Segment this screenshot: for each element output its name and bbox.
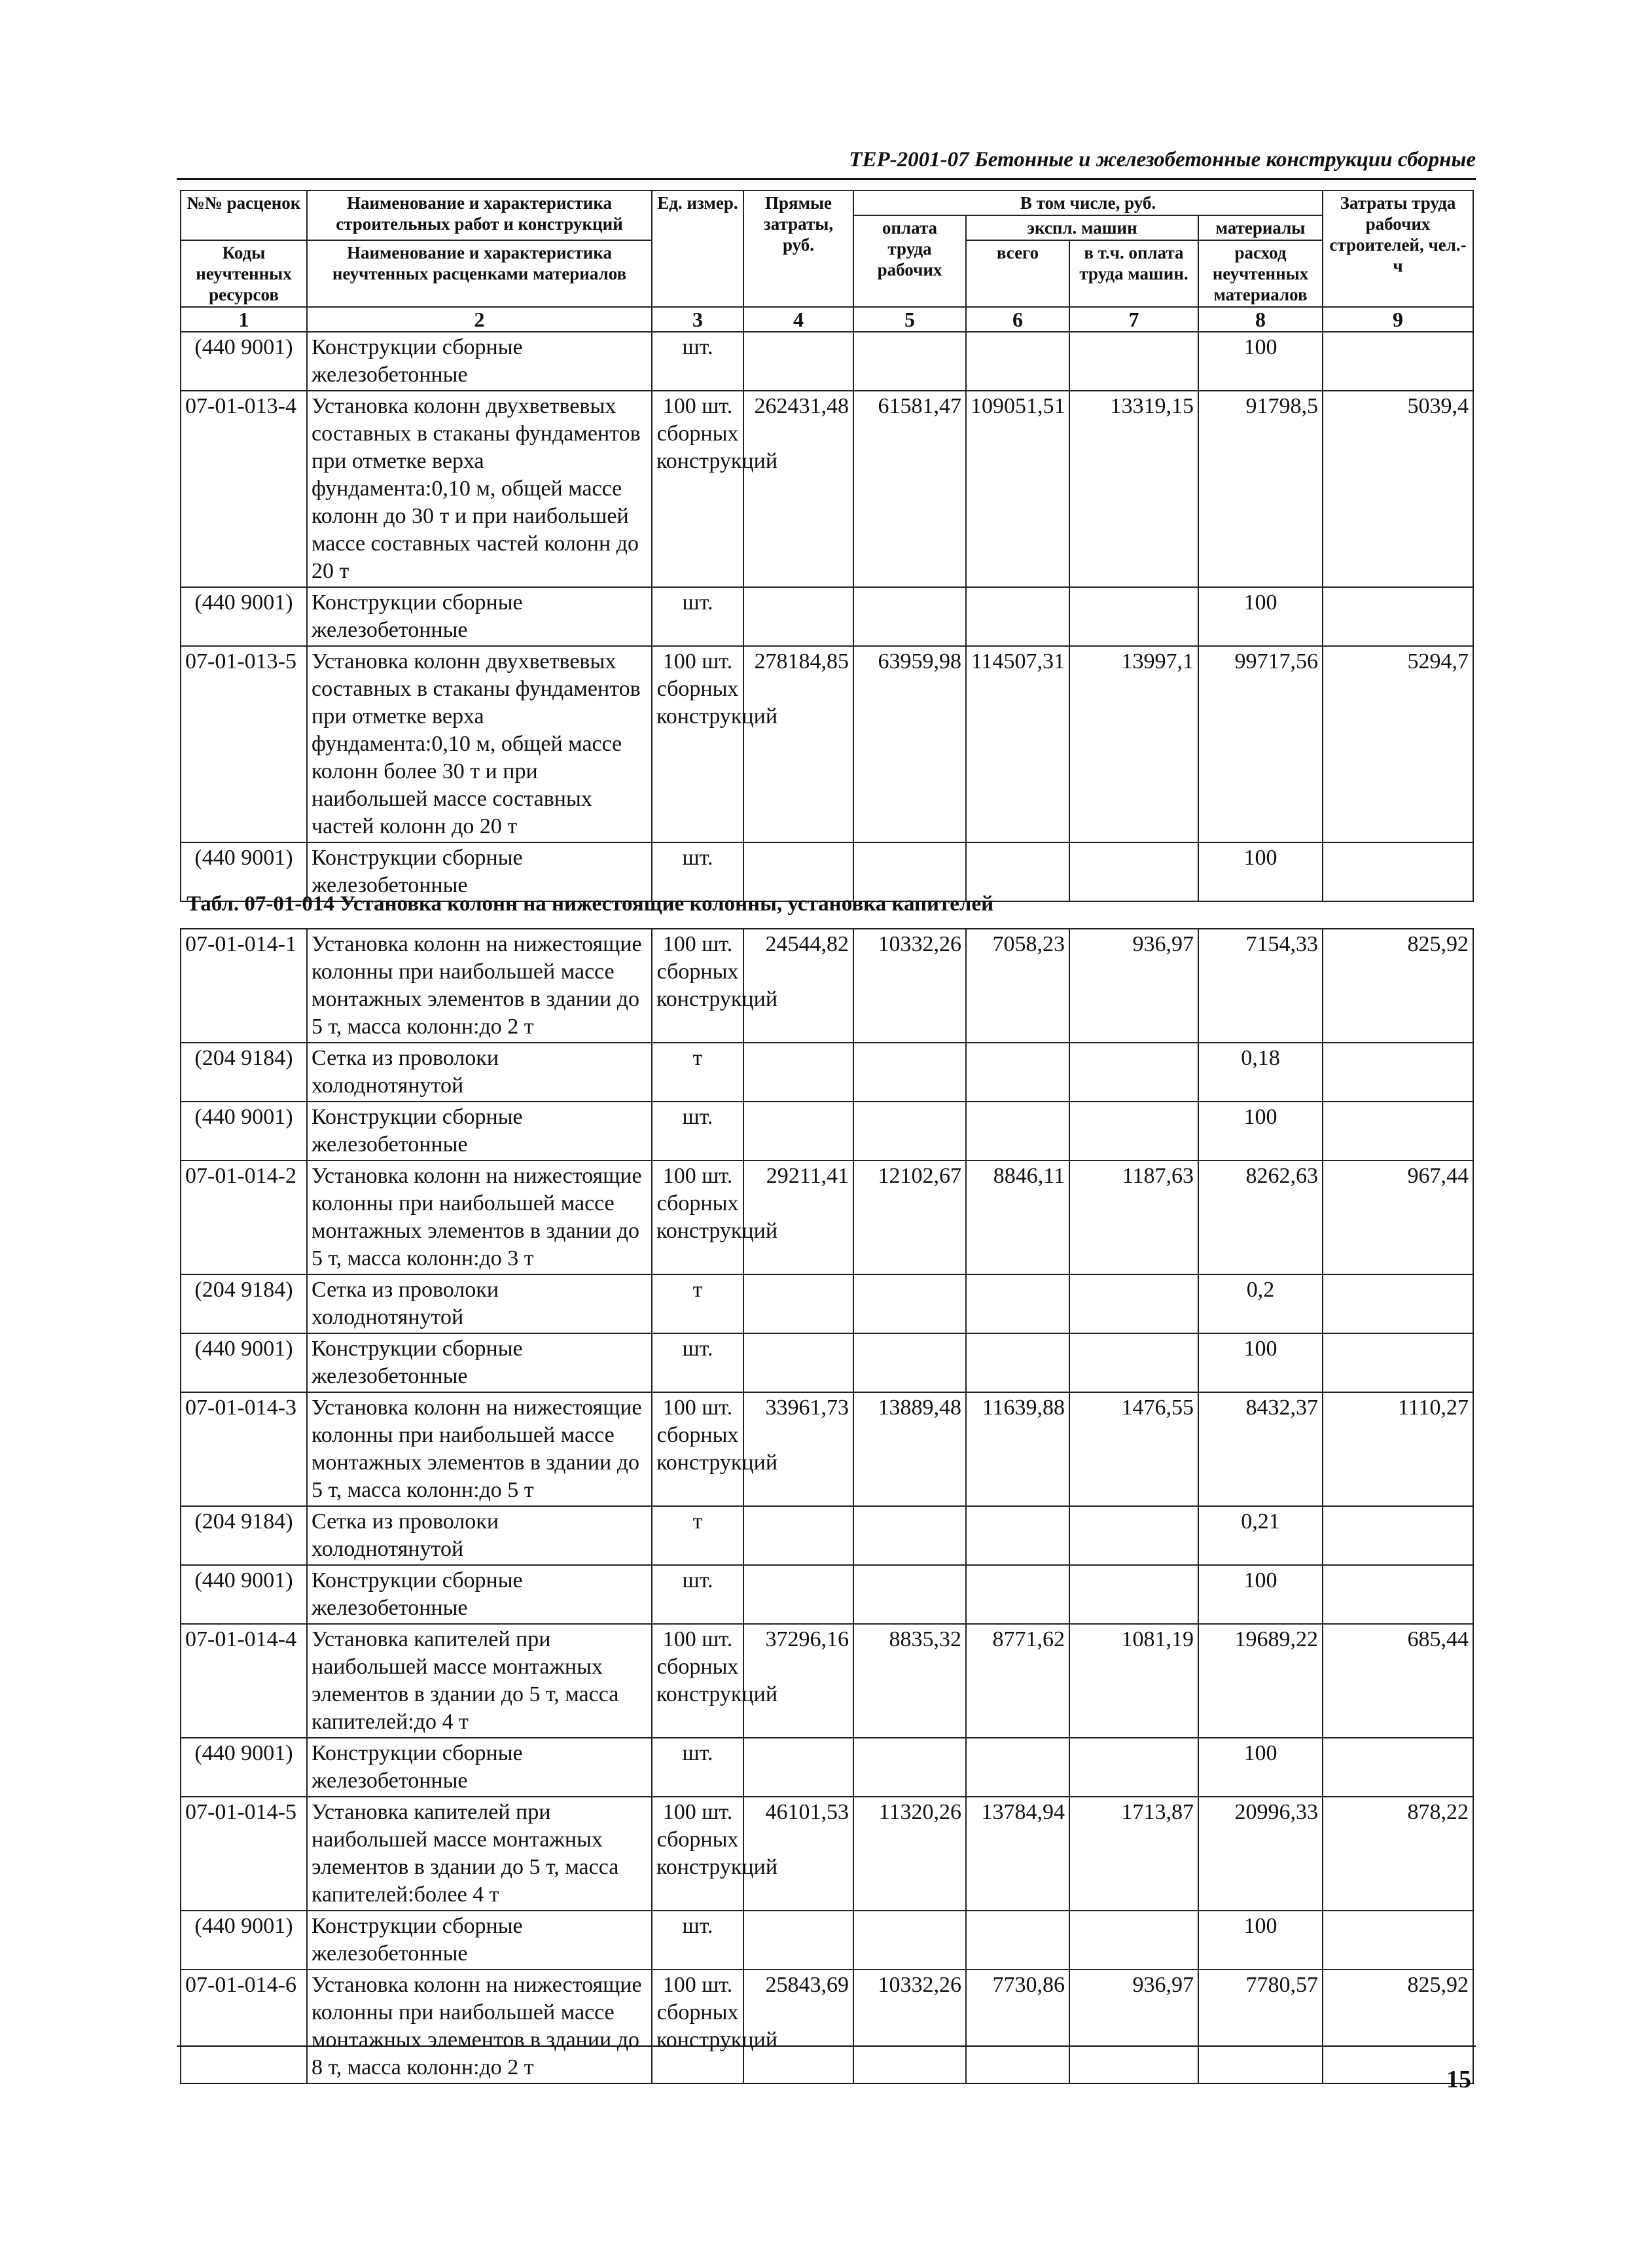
cell-machines-total — [966, 1102, 1069, 1161]
cell-worker-hours — [1323, 842, 1473, 901]
cell-machines-total — [966, 1565, 1069, 1624]
cell-materials: 100 — [1198, 1102, 1323, 1161]
cell-unit: шт. — [652, 1738, 743, 1797]
cell-machines-labor: 1081,19 — [1069, 1624, 1198, 1738]
cell-direct-costs — [743, 1102, 853, 1161]
cell-machines-total: 11639,88 — [966, 1392, 1069, 1506]
cell-labor-wage — [853, 1506, 966, 1565]
cell-labor-wage: 10332,26 — [853, 1970, 966, 2083]
header-rule — [177, 178, 1476, 180]
cell-labor-wage: 8835,32 — [853, 1624, 966, 1738]
cell-worker-hours: 1110,27 — [1323, 1392, 1473, 1506]
page-number: 15 — [1446, 2066, 1471, 2093]
cell-unit: 100 шт. сборных конструкций — [652, 1970, 743, 2083]
cell-name: Конструкции сборные железобетонные — [307, 1738, 652, 1797]
cell-machines-total: 114507,31 — [966, 646, 1069, 842]
table-row — [181, 1970, 1473, 2083]
cell-unit: т — [652, 1043, 743, 1102]
cell-code: (440 9001) — [181, 587, 307, 646]
cell-name: Установка колонн на нижестоящие колонны при наибольшей массе монтажных элементов в здании до 5 т, масса колонн:до 3 т — [307, 1161, 652, 1274]
cell-code: (440 9001) — [181, 1738, 307, 1797]
cell-materials: 0,18 — [1198, 1043, 1323, 1102]
cell-worker-hours — [1323, 332, 1473, 391]
col-labor-wage-header: оплата труда рабочих — [853, 215, 966, 307]
table-row — [181, 1102, 1473, 1161]
table-row — [181, 1624, 1473, 1738]
cell-materials: 8262,63 — [1198, 1161, 1323, 1274]
cell-worker-hours: 878,22 — [1323, 1797, 1473, 1911]
col-direct-costs-header: Прямые затраты, руб. — [743, 190, 853, 307]
table-body-top — [181, 332, 1473, 901]
cell-code: 07-01-014-4 — [181, 1624, 307, 1738]
cell-labor-wage: 63959,98 — [853, 646, 966, 842]
col-materials-header: материалы — [1198, 215, 1323, 240]
cell-unit: 100 шт. сборных конструкций — [652, 391, 743, 587]
cell-materials: 7154,33 — [1198, 929, 1323, 1043]
col-number: 7 — [1069, 307, 1198, 332]
cell-machines-labor: 13319,15 — [1069, 391, 1198, 587]
cell-code: 07-01-014-1 — [181, 929, 307, 1043]
cell-labor-wage — [853, 587, 966, 646]
cell-labor-wage: 12102,67 — [853, 1161, 966, 1274]
cell-direct-costs: 262431,48 — [743, 391, 853, 587]
cell-direct-costs: 25843,69 — [743, 1970, 853, 2083]
cell-code: (440 9001) — [181, 1565, 307, 1624]
table-row — [181, 332, 1473, 391]
cell-direct-costs — [743, 587, 853, 646]
table-body-bottom — [181, 929, 1473, 2083]
cell-unit: шт. — [652, 1565, 743, 1624]
cell-labor-wage — [853, 1274, 966, 1333]
cell-machines-total: 109051,51 — [966, 391, 1069, 587]
cell-code: 07-01-014-5 — [181, 1797, 307, 1911]
table-row — [181, 1333, 1473, 1392]
table-row — [181, 1274, 1473, 1333]
cell-unit: шт. — [652, 1911, 743, 1970]
cell-name: Конструкции сборные железобетонные — [307, 332, 652, 391]
cell-name: Конструкции сборные железобетонные — [307, 1565, 652, 1624]
cell-machines-labor — [1069, 332, 1198, 391]
cell-machines-labor: 936,97 — [1069, 1970, 1198, 2083]
cell-code: 07-01-013-4 — [181, 391, 307, 587]
cell-machines-labor — [1069, 1333, 1198, 1392]
cell-code: 07-01-014-6 — [181, 1970, 307, 2083]
cell-unit: 100 шт. сборных конструкций — [652, 1797, 743, 1911]
cell-worker-hours — [1323, 1102, 1473, 1161]
cell-machines-total: 13784,94 — [966, 1797, 1069, 1911]
cell-code: (204 9184) — [181, 1043, 307, 1102]
cell-machines-labor — [1069, 1274, 1198, 1333]
cell-machines-labor — [1069, 1911, 1198, 1970]
cell-machines-total: 7730,86 — [966, 1970, 1069, 2083]
cell-code: (204 9184) — [181, 1506, 307, 1565]
cell-worker-hours: 5294,7 — [1323, 646, 1473, 842]
footer-rule — [177, 2045, 1476, 2047]
cell-name: Установка колонн на нижестоящие колонны при наибольшей массе монтажных элементов в здании до 5 т, масса колонн:до 2 т — [307, 929, 652, 1043]
cell-labor-wage: 13889,48 — [853, 1392, 966, 1506]
cell-materials: 100 — [1198, 587, 1323, 646]
cell-labor-wage — [853, 1043, 966, 1102]
cell-labor-wage: 61581,47 — [853, 391, 966, 587]
table-row — [181, 1797, 1473, 1911]
col-material-consumption-header: расход неучтенных материалов — [1198, 240, 1323, 307]
col-number: 5 — [853, 307, 966, 332]
col-number: 8 — [1198, 307, 1323, 332]
table-row — [181, 1043, 1473, 1102]
cell-machines-labor — [1069, 1043, 1198, 1102]
cell-direct-costs — [743, 1274, 853, 1333]
table-row — [181, 646, 1473, 842]
cell-worker-hours: 5039,4 — [1323, 391, 1473, 587]
cell-direct-costs — [743, 1911, 853, 1970]
col-machines-total-header: всего — [966, 240, 1069, 307]
cell-machines-labor — [1069, 842, 1198, 901]
col-material-name-header: Наименование и характеристика неучтенных расценками материалов — [307, 240, 652, 307]
cell-machines-total — [966, 1911, 1069, 1970]
cell-unit: шт. — [652, 587, 743, 646]
cell-machines-labor — [1069, 1738, 1198, 1797]
cell-machines-labor: 1476,55 — [1069, 1392, 1198, 1506]
running-header: ТЕР-2001-07 Бетонные и железобетонные конструкции сборные — [849, 148, 1476, 171]
cell-labor-wage — [853, 1911, 966, 1970]
cell-machines-labor — [1069, 1565, 1198, 1624]
col-number: 3 — [652, 307, 743, 332]
cell-machines-total — [966, 1738, 1069, 1797]
cell-machines-labor — [1069, 1102, 1198, 1161]
cell-code: 07-01-014-2 — [181, 1161, 307, 1274]
cell-machines-total — [966, 1274, 1069, 1333]
cell-materials: 0,2 — [1198, 1274, 1323, 1333]
cell-worker-hours — [1323, 587, 1473, 646]
cell-name: Установка капителей при наибольшей массе монтажных элементов в здании до 5 т, масса капителей:более 4 т — [307, 1797, 652, 1911]
col-resource-code-header: Коды неучтенных ресурсов — [181, 240, 307, 307]
table-row — [181, 929, 1473, 1043]
cell-unit: 100 шт. сборных конструкций — [652, 929, 743, 1043]
col-number: 2 — [307, 307, 652, 332]
rates-table-014 — [180, 928, 1474, 2084]
cell-name: Сетка из проволоки холоднотянутой — [307, 1274, 652, 1333]
cell-unit: 100 шт. сборных конструкций — [652, 1161, 743, 1274]
cell-machines-labor — [1069, 1506, 1198, 1565]
cell-direct-costs — [743, 332, 853, 391]
cell-labor-wage: 11320,26 — [853, 1797, 966, 1911]
cell-name: Конструкции сборные железобетонные — [307, 842, 652, 901]
col-labor-costs-header: Затраты труда рабочих строителей, чел.-ч — [1323, 190, 1473, 307]
cell-name: Установка колонн двухветвевых составных в стаканы фундаментов при отметке верха фундамента:0,10 м, общей массе колонн до 30 т и при наибольшей массе составных частей колонн до 20 т — [307, 391, 652, 587]
cell-unit: 100 шт. сборных конструкций — [652, 646, 743, 842]
cell-materials: 100 — [1198, 332, 1323, 391]
cell-unit: 100 шт. сборных конструкций — [652, 1392, 743, 1506]
cell-machines-total — [966, 587, 1069, 646]
cell-name: Конструкции сборные железобетонные — [307, 1102, 652, 1161]
col-machines-labor-header: в т.ч. оплата труда машин. — [1069, 240, 1198, 307]
col-number: 1 — [181, 307, 307, 332]
cell-name: Конструкции сборные железобетонные — [307, 1333, 652, 1392]
col-number: 4 — [743, 307, 853, 332]
cell-name: Сетка из проволоки холоднотянутой — [307, 1043, 652, 1102]
cell-direct-costs: 46101,53 — [743, 1797, 853, 1911]
cell-labor-wage — [853, 1565, 966, 1624]
cell-name: Сетка из проволоки холоднотянутой — [307, 1506, 652, 1565]
cell-labor-wage — [853, 1333, 966, 1392]
cell-direct-costs: 37296,16 — [743, 1624, 853, 1738]
cell-machines-total: 7058,23 — [966, 929, 1069, 1043]
cell-worker-hours — [1323, 1506, 1473, 1565]
table-row — [181, 1506, 1473, 1565]
cell-worker-hours — [1323, 1565, 1473, 1624]
cell-direct-costs — [743, 1333, 853, 1392]
cell-labor-wage: 10332,26 — [853, 929, 966, 1043]
cell-materials: 7780,57 — [1198, 1970, 1323, 2083]
cell-materials: 99717,56 — [1198, 646, 1323, 842]
table-row — [181, 1738, 1473, 1797]
col-unit-header: Ед. измер. — [652, 190, 743, 307]
cell-direct-costs — [743, 1738, 853, 1797]
cell-machines-labor — [1069, 587, 1198, 646]
cell-worker-hours — [1323, 1274, 1473, 1333]
cell-materials: 0,21 — [1198, 1506, 1323, 1565]
col-work-name-header: Наименование и характеристика строительных работ и конструкций — [307, 190, 652, 240]
cell-machines-total — [966, 1333, 1069, 1392]
cell-machines-total: 8771,62 — [966, 1624, 1069, 1738]
cell-direct-costs — [743, 1043, 853, 1102]
cell-machines-total: 8846,11 — [966, 1161, 1069, 1274]
cell-machines-labor: 13997,1 — [1069, 646, 1198, 842]
cell-machines-total — [966, 1043, 1069, 1102]
cell-materials: 100 — [1198, 1911, 1323, 1970]
cell-unit: шт. — [652, 842, 743, 901]
cell-materials: 100 — [1198, 1333, 1323, 1392]
cell-name: Установка колонн на нижестоящие колонны при наибольшей массе монтажных элементов в здании до 5 т, масса колонн:до 5 т — [307, 1392, 652, 1506]
col-number: 9 — [1323, 307, 1473, 332]
cell-name: Конструкции сборные железобетонные — [307, 1911, 652, 1970]
header-row-1 — [181, 190, 1473, 215]
cell-worker-hours — [1323, 1738, 1473, 1797]
cell-code: (440 9001) — [181, 1333, 307, 1392]
cell-name: Установка капителей при наибольшей массе монтажных элементов в здании до 5 т, масса капителей:до 4 т — [307, 1624, 652, 1738]
col-machines-header: экспл. машин — [966, 215, 1198, 240]
column-number-row — [181, 307, 1473, 332]
cell-direct-costs: 29211,41 — [743, 1161, 853, 1274]
rates-table — [180, 190, 1474, 902]
cell-direct-costs: 33961,73 — [743, 1392, 853, 1506]
cell-direct-costs — [743, 1565, 853, 1624]
cell-machines-total — [966, 1506, 1069, 1565]
cell-code: (440 9001) — [181, 332, 307, 391]
cell-name: Конструкции сборные железобетонные — [307, 587, 652, 646]
cell-direct-costs: 24544,82 — [743, 929, 853, 1043]
cell-worker-hours: 825,92 — [1323, 1970, 1473, 2083]
cell-worker-hours: 825,92 — [1323, 929, 1473, 1043]
table-row — [181, 1565, 1473, 1624]
cell-name: Установка колонн на нижестоящие колонны при наибольшей массе монтажных элементов в здании до 8 т, масса колонн:до 2 т — [307, 1970, 652, 2083]
cell-machines-labor: 1713,87 — [1069, 1797, 1198, 1911]
cell-unit: т — [652, 1506, 743, 1565]
cell-code: (440 9001) — [181, 1911, 307, 1970]
cell-materials: 100 — [1198, 842, 1323, 901]
cell-materials: 19689,22 — [1198, 1624, 1323, 1738]
cell-machines-labor: 936,97 — [1069, 929, 1198, 1043]
cell-worker-hours — [1323, 1333, 1473, 1392]
cell-machines-total — [966, 332, 1069, 391]
cell-code: 07-01-013-5 — [181, 646, 307, 842]
cell-code: (440 9001) — [181, 1102, 307, 1161]
cell-materials: 8432,37 — [1198, 1392, 1323, 1506]
cell-unit: шт. — [652, 1333, 743, 1392]
cell-materials: 100 — [1198, 1565, 1323, 1624]
col-group-header: В том числе, руб. — [853, 190, 1323, 215]
col-number: 6 — [966, 307, 1069, 332]
cell-worker-hours: 967,44 — [1323, 1161, 1473, 1274]
cell-unit: т — [652, 1274, 743, 1333]
cell-code: (204 9184) — [181, 1274, 307, 1333]
cell-direct-costs — [743, 1506, 853, 1565]
cell-direct-costs: 278184,85 — [743, 646, 853, 842]
table-caption: Табл. 07-01-014 Установка колонн на нижестоящие колонны, установка капителей — [187, 892, 994, 916]
cell-labor-wage — [853, 1102, 966, 1161]
table-row — [181, 1911, 1473, 1970]
table-row — [181, 587, 1473, 646]
cell-materials: 91798,5 — [1198, 391, 1323, 587]
table-row — [181, 1161, 1473, 1274]
cell-materials: 100 — [1198, 1738, 1323, 1797]
cell-code: 07-01-014-3 — [181, 1392, 307, 1506]
cell-labor-wage — [853, 332, 966, 391]
cell-unit: шт. — [652, 332, 743, 391]
cell-name: Установка колонн двухветвевых составных в стаканы фундаментов при отметке верха фундамента:0,10 м, общей массе колонн более 30 т и при наибольшей массе составных частей колонн до 20 т — [307, 646, 652, 842]
col-rate-number-header: №№ расценок — [181, 190, 307, 240]
cell-materials: 20996,33 — [1198, 1797, 1323, 1911]
cell-code: (440 9001) — [181, 842, 307, 901]
cell-worker-hours: 685,44 — [1323, 1624, 1473, 1738]
table-row — [181, 391, 1473, 587]
cell-unit: 100 шт. сборных конструкций — [652, 1624, 743, 1738]
cell-machines-labor: 1187,63 — [1069, 1161, 1198, 1274]
table-row — [181, 1392, 1473, 1506]
cell-worker-hours — [1323, 1911, 1473, 1970]
cell-labor-wage — [853, 1738, 966, 1797]
cell-worker-hours — [1323, 1043, 1473, 1102]
cell-unit: шт. — [652, 1102, 743, 1161]
